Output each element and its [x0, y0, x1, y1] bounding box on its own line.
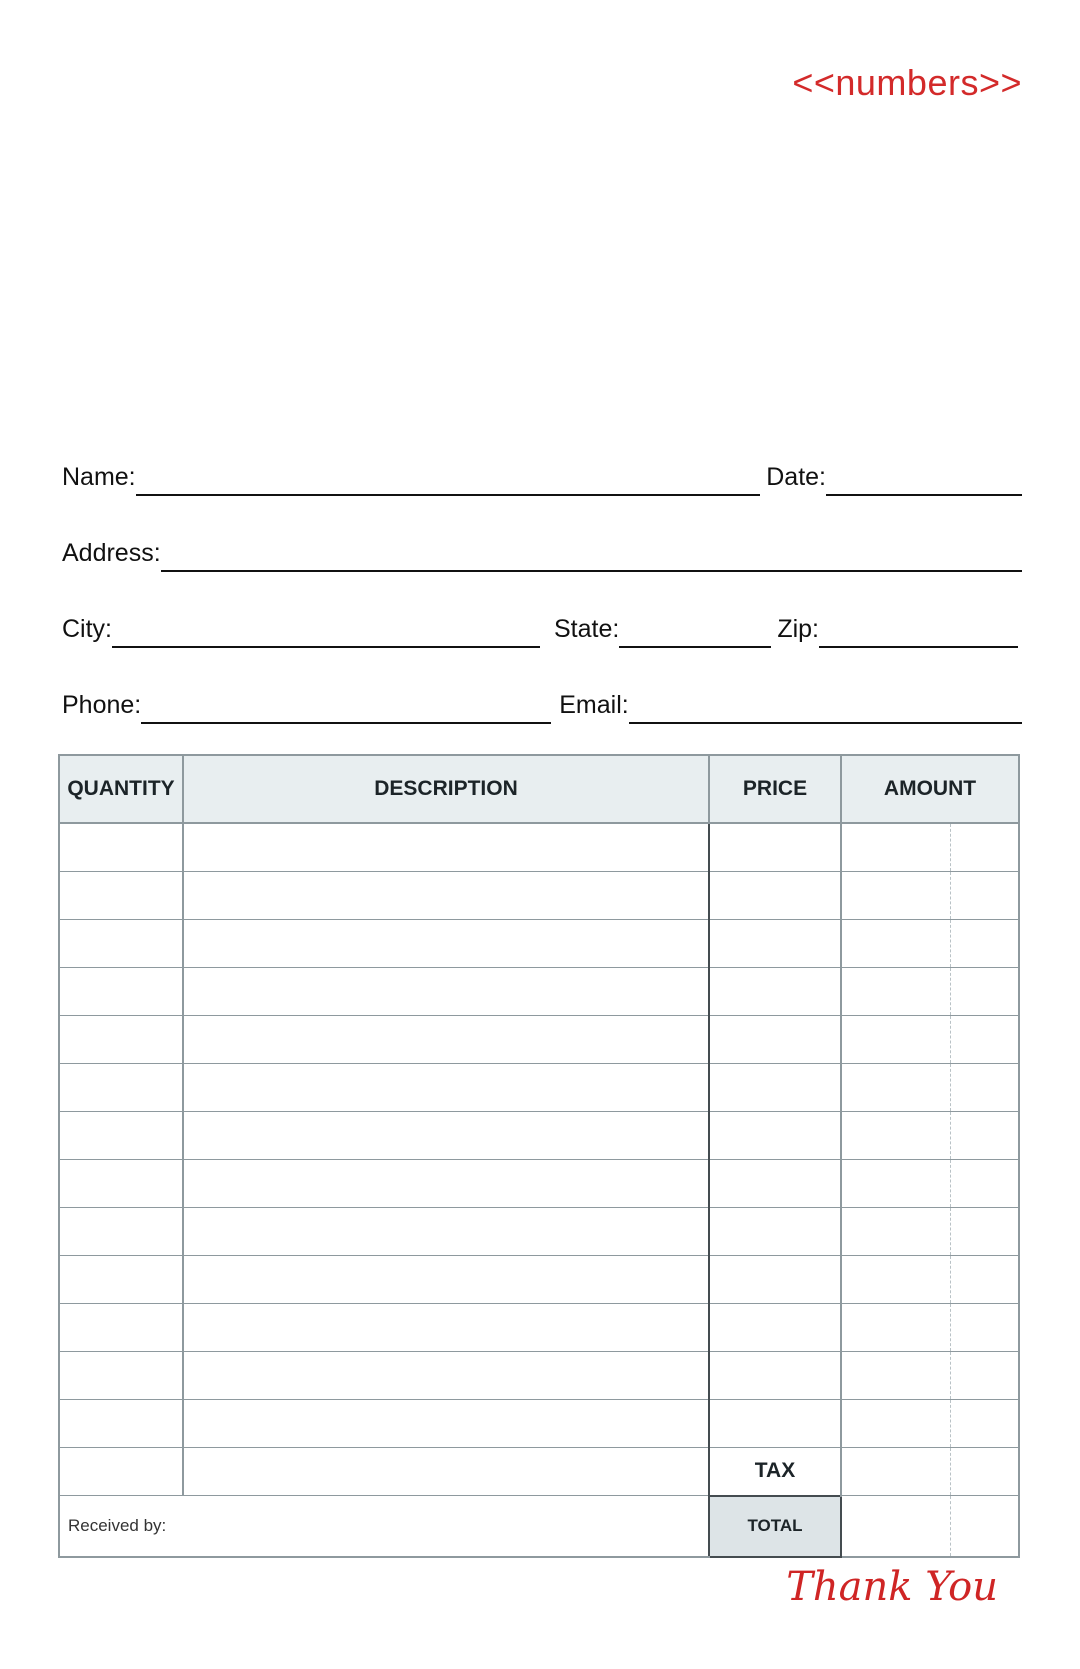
email-label: Email:: [559, 691, 629, 719]
date-label: Date:: [766, 463, 826, 491]
quantity-cell[interactable]: [59, 1352, 183, 1400]
amount-cell[interactable]: [841, 968, 1019, 1016]
tax-row-description[interactable]: [183, 1448, 709, 1496]
table-row: [59, 920, 1019, 968]
price-header: PRICE: [709, 755, 841, 823]
quantity-cell[interactable]: [59, 1064, 183, 1112]
quantity-cell[interactable]: [59, 1160, 183, 1208]
description-cell[interactable]: [183, 1016, 709, 1064]
state-label: State:: [554, 615, 620, 643]
quantity-cell[interactable]: [59, 823, 183, 872]
date-field[interactable]: [826, 464, 1022, 496]
phone-field[interactable]: [141, 692, 551, 724]
email-field[interactable]: [629, 692, 1022, 724]
description-cell[interactable]: [183, 1400, 709, 1448]
total-row: [59, 1496, 1019, 1558]
line-items-table: [58, 754, 1020, 1558]
table-row: [59, 1112, 1019, 1160]
city-state-zip-row: [62, 608, 1022, 648]
phone-email-row: [62, 684, 1022, 724]
price-cell[interactable]: [709, 1400, 841, 1448]
price-cell[interactable]: [709, 1208, 841, 1256]
tax-label: TAX: [709, 1448, 841, 1496]
table-row: [59, 1352, 1019, 1400]
description-cell[interactable]: [183, 1208, 709, 1256]
name-date-row: [62, 456, 1022, 496]
city-field[interactable]: [112, 616, 540, 648]
quantity-cell[interactable]: [59, 872, 183, 920]
description-cell[interactable]: [183, 823, 709, 872]
price-cell[interactable]: [709, 968, 841, 1016]
description-cell[interactable]: [183, 968, 709, 1016]
table-row: [59, 968, 1019, 1016]
quantity-cell[interactable]: [59, 1256, 183, 1304]
amount-cell[interactable]: [841, 823, 1019, 872]
zip-field[interactable]: [819, 616, 1018, 648]
description-cell[interactable]: [183, 1304, 709, 1352]
total-amount[interactable]: [841, 1496, 1019, 1558]
price-cell[interactable]: [709, 1064, 841, 1112]
amount-cell[interactable]: [841, 920, 1019, 968]
table-row: [59, 1256, 1019, 1304]
amount-cell[interactable]: [841, 1208, 1019, 1256]
amount-cell[interactable]: [841, 1016, 1019, 1064]
quantity-cell[interactable]: [59, 968, 183, 1016]
table-row: [59, 1304, 1019, 1352]
description-cell[interactable]: [183, 920, 709, 968]
amount-cell[interactable]: [841, 1400, 1019, 1448]
quantity-cell[interactable]: [59, 1016, 183, 1064]
total-label: TOTAL: [709, 1496, 841, 1558]
name-label: Name:: [62, 463, 136, 491]
invoice-number-placeholder: <<numbers>>: [792, 62, 1022, 103]
amount-header: AMOUNT: [841, 755, 1019, 823]
price-cell[interactable]: [709, 1304, 841, 1352]
thank-you-signature: Thank You: [786, 1564, 998, 1610]
tax-row: [59, 1448, 1019, 1496]
table-header-row: [59, 755, 1019, 823]
received-by-label: Received by:: [59, 1496, 709, 1558]
price-cell[interactable]: [709, 1256, 841, 1304]
quantity-cell[interactable]: [59, 1208, 183, 1256]
city-label: City:: [62, 615, 112, 643]
quantity-cell[interactable]: [59, 1112, 183, 1160]
table-row: [59, 1016, 1019, 1064]
zip-label: Zip:: [777, 615, 820, 643]
amount-cell[interactable]: [841, 1352, 1019, 1400]
description-cell[interactable]: [183, 1064, 709, 1112]
price-cell[interactable]: [709, 1112, 841, 1160]
tax-row-quantity[interactable]: [59, 1448, 183, 1496]
price-cell[interactable]: [709, 872, 841, 920]
phone-label: Phone:: [62, 691, 142, 719]
quantity-cell[interactable]: [59, 1304, 183, 1352]
amount-cell[interactable]: [841, 1064, 1019, 1112]
amount-cell[interactable]: [841, 1256, 1019, 1304]
price-cell[interactable]: [709, 1160, 841, 1208]
price-cell[interactable]: [709, 823, 841, 872]
description-cell[interactable]: [183, 1160, 709, 1208]
address-row: [62, 532, 1022, 572]
address-label: Address:: [62, 539, 161, 567]
price-cell[interactable]: [709, 920, 841, 968]
name-field[interactable]: [136, 464, 761, 496]
address-field[interactable]: [161, 540, 1022, 572]
amount-cell[interactable]: [841, 1304, 1019, 1352]
description-cell[interactable]: [183, 1256, 709, 1304]
state-field[interactable]: [619, 616, 771, 648]
table-row: [59, 1064, 1019, 1112]
description-cell[interactable]: [183, 1112, 709, 1160]
description-cell[interactable]: [183, 872, 709, 920]
price-cell[interactable]: [709, 1352, 841, 1400]
tax-amount[interactable]: [841, 1448, 1019, 1496]
description-cell[interactable]: [183, 1352, 709, 1400]
amount-cell[interactable]: [841, 1112, 1019, 1160]
table-body: [59, 823, 1019, 1448]
price-cell[interactable]: [709, 1016, 841, 1064]
amount-cell[interactable]: [841, 872, 1019, 920]
table-row: [59, 872, 1019, 920]
table-row: [59, 823, 1019, 872]
quantity-header: QUANTITY: [59, 755, 183, 823]
amount-cell[interactable]: [841, 1160, 1019, 1208]
table-row: [59, 1208, 1019, 1256]
description-header: DESCRIPTION: [183, 755, 709, 823]
table-row: [59, 1160, 1019, 1208]
quantity-cell[interactable]: [59, 1400, 183, 1448]
table-row: [59, 1400, 1019, 1448]
quantity-cell[interactable]: [59, 920, 183, 968]
